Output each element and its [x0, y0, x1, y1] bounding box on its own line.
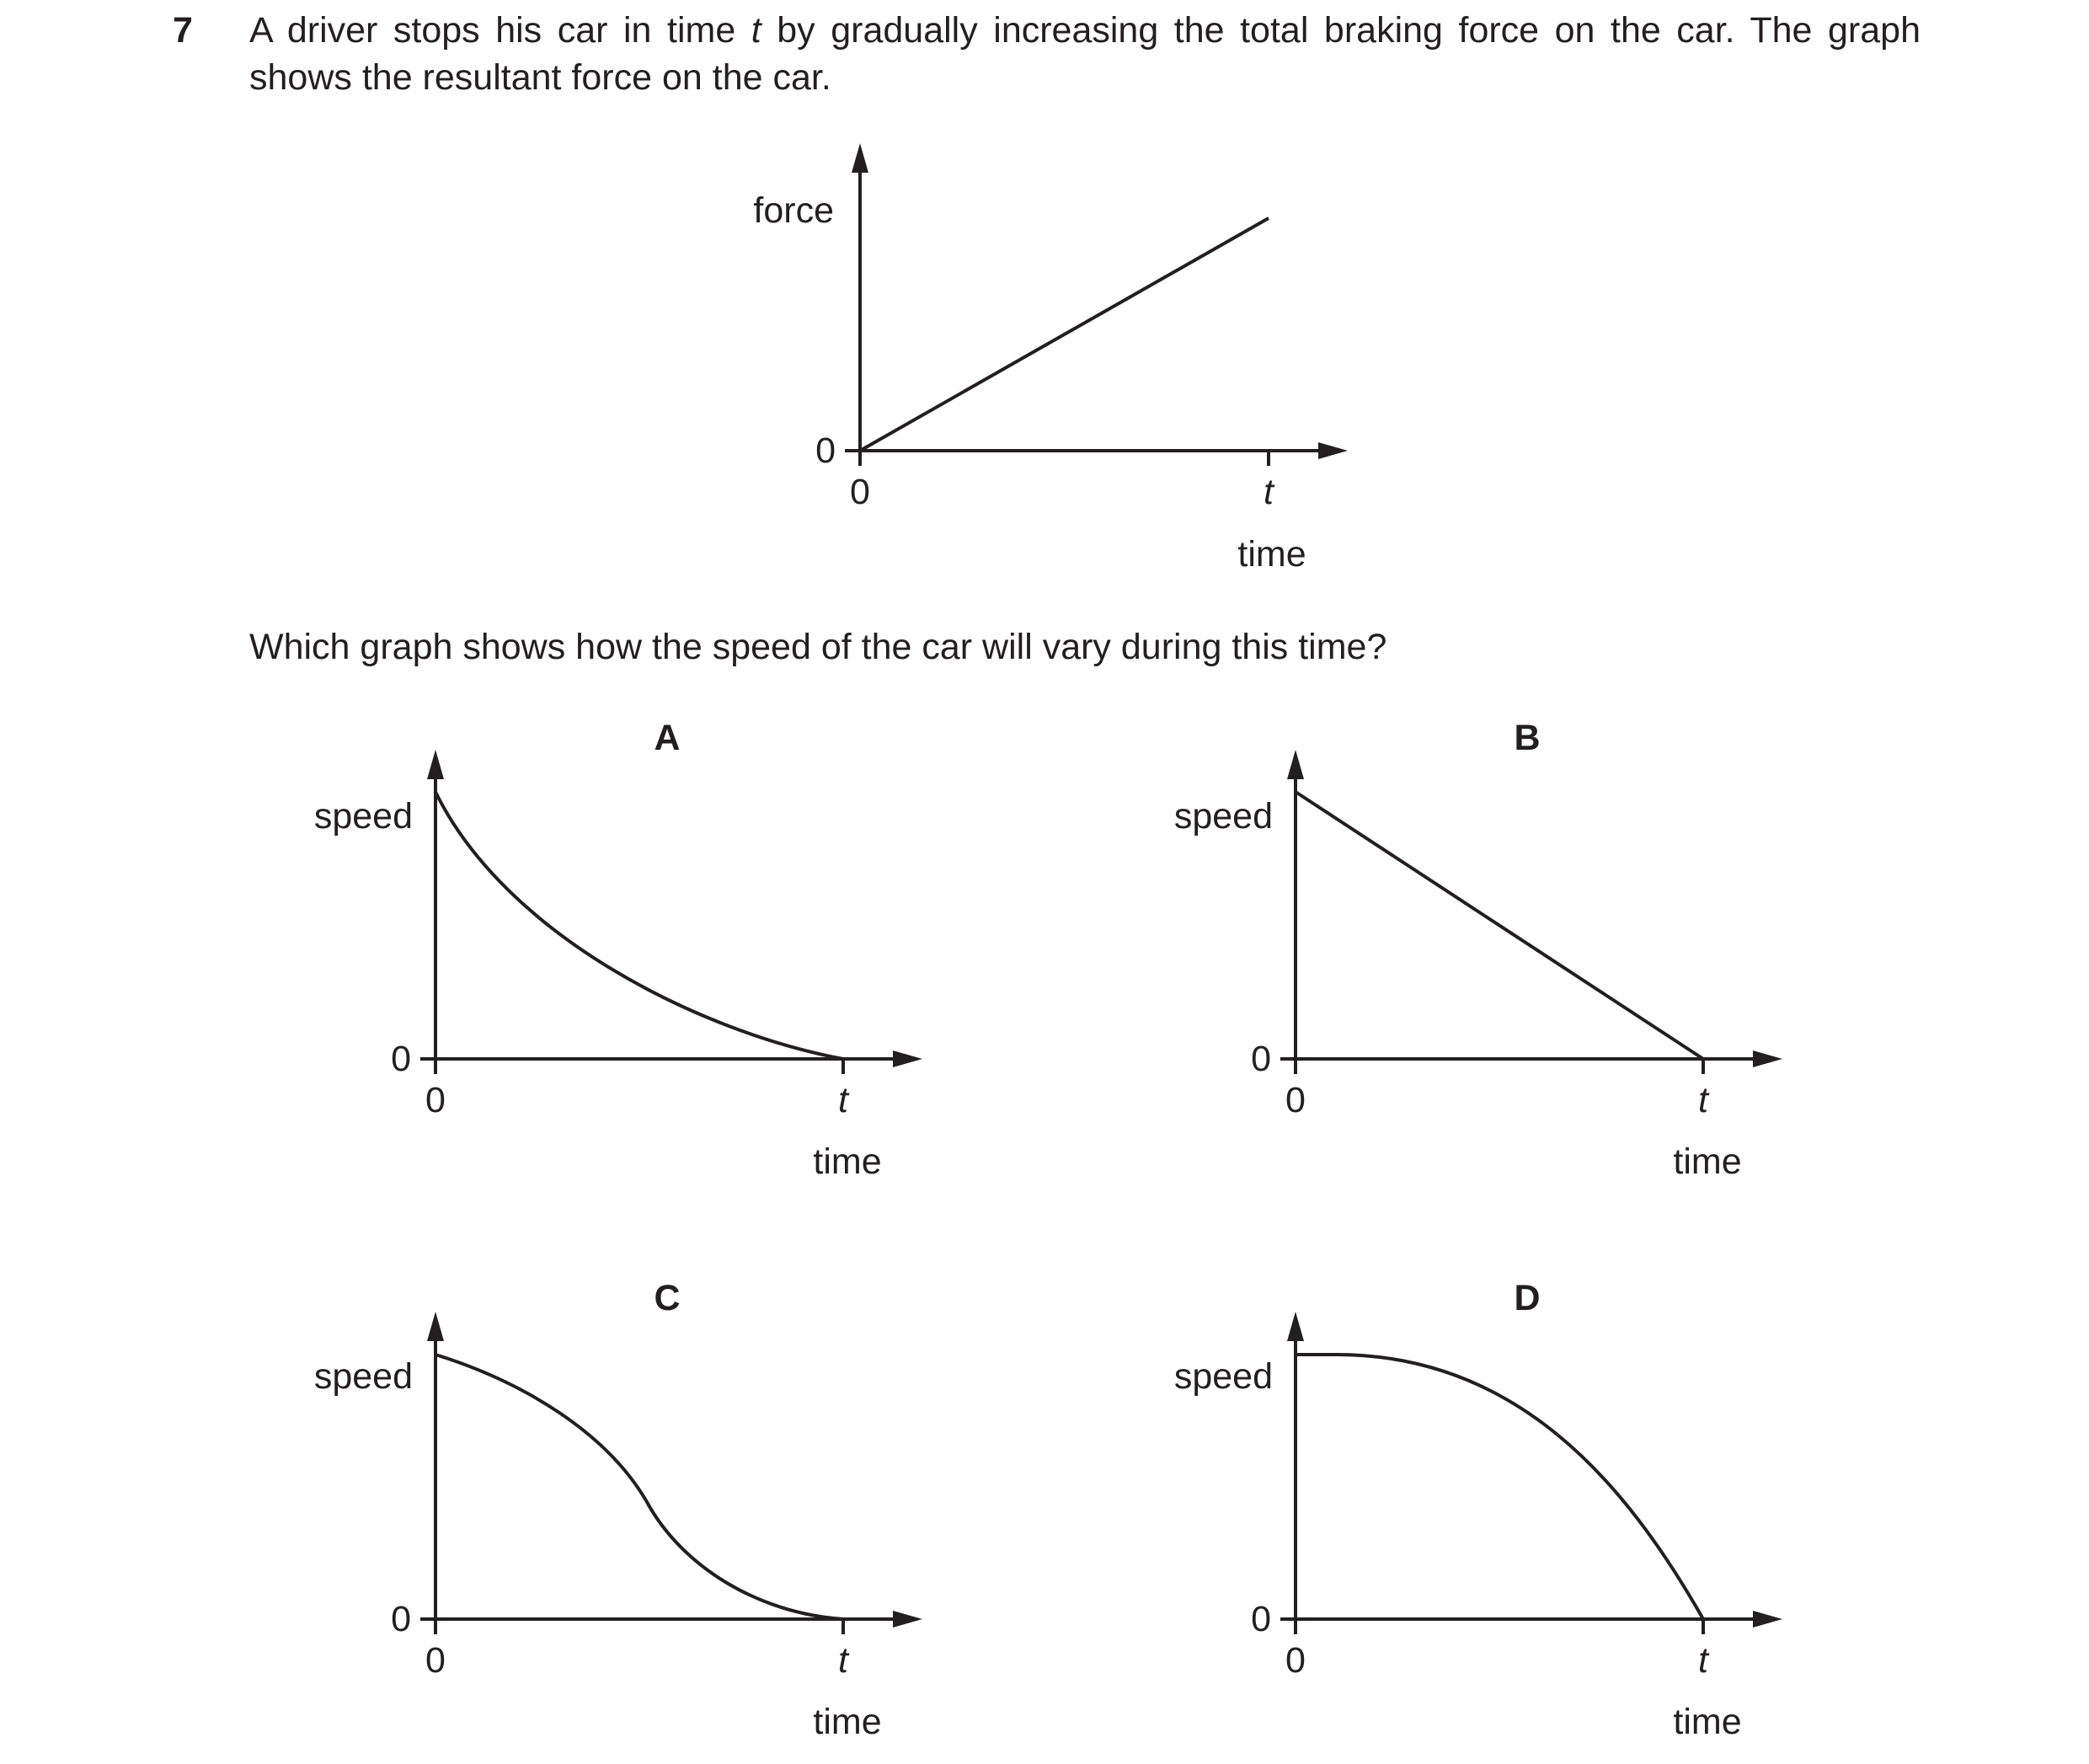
option-b-letter: B — [1514, 718, 1541, 758]
option-b-ylabel: speed — [1173, 796, 1273, 837]
option-d-y-zero: 0 — [1251, 1599, 1271, 1639]
stem-variable-t: t — [751, 10, 761, 51]
option-b-xlabel: time — [1673, 1141, 1742, 1182]
force-y-arrow — [852, 143, 868, 173]
stem-text-2: by gradually increasing the total braking force on the car. The graph shows the resultant force on the car. — [249, 10, 1921, 98]
option-a-y-arrow — [427, 750, 444, 779]
option-d-x-arrow — [1753, 1611, 1782, 1628]
option-a-curve — [435, 792, 843, 1059]
force-x-zero: 0 — [850, 472, 870, 512]
option-b-line — [1296, 792, 1703, 1059]
option-a-x-zero: 0 — [425, 1080, 446, 1120]
option-a-x-arrow — [893, 1050, 922, 1067]
option-d-y-arrow — [1287, 1312, 1304, 1341]
option-d-xlabel: time — [1673, 1702, 1742, 1742]
option-c-y-arrow — [427, 1312, 444, 1341]
option-d-graph — [1174, 1278, 1782, 1742]
option-c-letter: C — [654, 1278, 681, 1318]
force-x-end: t — [1264, 472, 1274, 512]
option-d-curve — [1296, 1355, 1703, 1619]
force-x-arrow — [1318, 442, 1348, 459]
option-c-graph — [314, 1278, 922, 1742]
option-c-x-zero: 0 — [425, 1640, 446, 1681]
force-graph — [753, 143, 1348, 575]
stem-text-1: A driver stops his car in time — [249, 10, 751, 51]
option-b-y-zero: 0 — [1251, 1039, 1271, 1079]
option-c-x-arrow — [893, 1611, 922, 1628]
option-c-curve — [435, 1355, 843, 1619]
option-c-y-zero: 0 — [391, 1599, 411, 1639]
option-c-x-end: t — [838, 1640, 848, 1681]
option-d-x-zero: 0 — [1285, 1640, 1306, 1681]
force-line — [860, 218, 1269, 451]
option-a-y-zero: 0 — [391, 1039, 411, 1079]
option-b-x-arrow — [1753, 1050, 1782, 1067]
option-d-letter: D — [1514, 1278, 1541, 1318]
force-ylabel: force — [753, 190, 834, 231]
option-a-xlabel: time — [813, 1141, 882, 1182]
option-b-graph — [1174, 718, 1782, 1182]
option-c-ylabel: speed — [313, 1356, 413, 1397]
option-b-y-arrow — [1287, 750, 1304, 779]
option-a-ylabel: speed — [313, 796, 413, 837]
option-a-x-end: t — [838, 1080, 848, 1120]
question-number: 7 — [173, 10, 193, 51]
force-xlabel: time — [1237, 534, 1306, 575]
option-c-xlabel: time — [813, 1702, 882, 1742]
option-a-letter: A — [654, 718, 681, 758]
force-y-zero: 0 — [815, 430, 836, 471]
option-b-x-end: t — [1698, 1080, 1708, 1120]
question-prompt: Which graph shows how the speed of the car will vary during this time? — [249, 627, 1387, 667]
option-d-ylabel: speed — [1173, 1356, 1273, 1397]
option-a-graph — [314, 718, 922, 1182]
option-d-x-end: t — [1698, 1640, 1708, 1681]
option-b-x-zero: 0 — [1285, 1080, 1306, 1120]
